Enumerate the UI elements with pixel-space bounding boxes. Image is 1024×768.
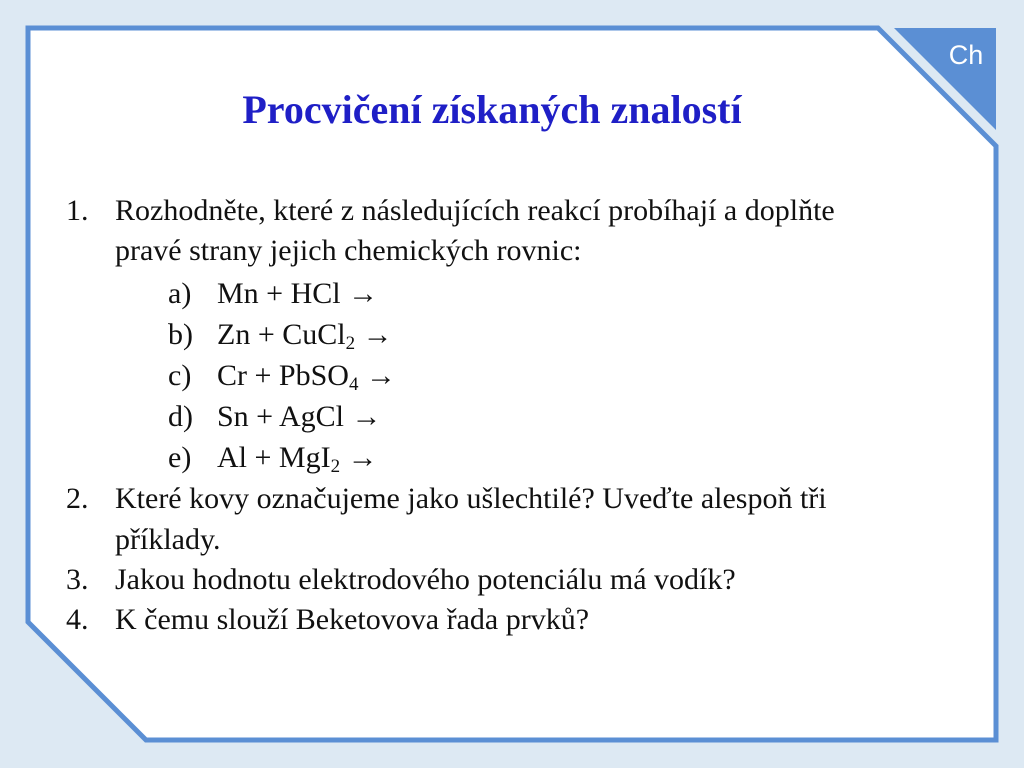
q4-text: K čemu slouží Beketovova řada prvků? xyxy=(115,603,590,636)
q1-number: 1. xyxy=(66,194,89,227)
reaction-e-equation: Al + MgI$_2$ → xyxy=(217,441,378,477)
reaction-d-letter: d) xyxy=(168,400,193,433)
reaction-c-equation: Cr + PbSO$_4$ → xyxy=(217,359,396,395)
slide-title: Procvičení získaných znalostí xyxy=(242,87,742,132)
reaction-a-equation: Mn + HCl → xyxy=(217,277,379,310)
q2-text-line1: Které kovy označujeme jako ušlechtilé? Uveďte alespoň tři xyxy=(115,482,827,515)
reaction-b-letter: b) xyxy=(168,318,193,351)
q1-text-line2: pravé strany jejich chemických rovnic: xyxy=(115,234,582,267)
q3-number: 3. xyxy=(66,563,89,596)
q2-text-line2: příklady. xyxy=(115,523,221,556)
q3-text: Jakou hodnotu elektrodového potenciálu má vodík? xyxy=(115,563,736,596)
corner-badge-label: Ch xyxy=(948,40,984,70)
reaction-e-letter: e) xyxy=(168,441,192,474)
reaction-b-equation: Zn + CuCl$_2$ → xyxy=(217,318,393,354)
q2-number: 2. xyxy=(66,482,89,515)
reaction-c-letter: c) xyxy=(168,359,192,392)
q4-number: 4. xyxy=(66,603,89,636)
q1-text-line1: Rozhodněte, které z následujících reakcí probíhají a doplňte xyxy=(115,194,835,227)
reaction-d-equation: Sn + AgCl → xyxy=(217,400,382,433)
reaction-a-letter: a) xyxy=(168,277,192,310)
